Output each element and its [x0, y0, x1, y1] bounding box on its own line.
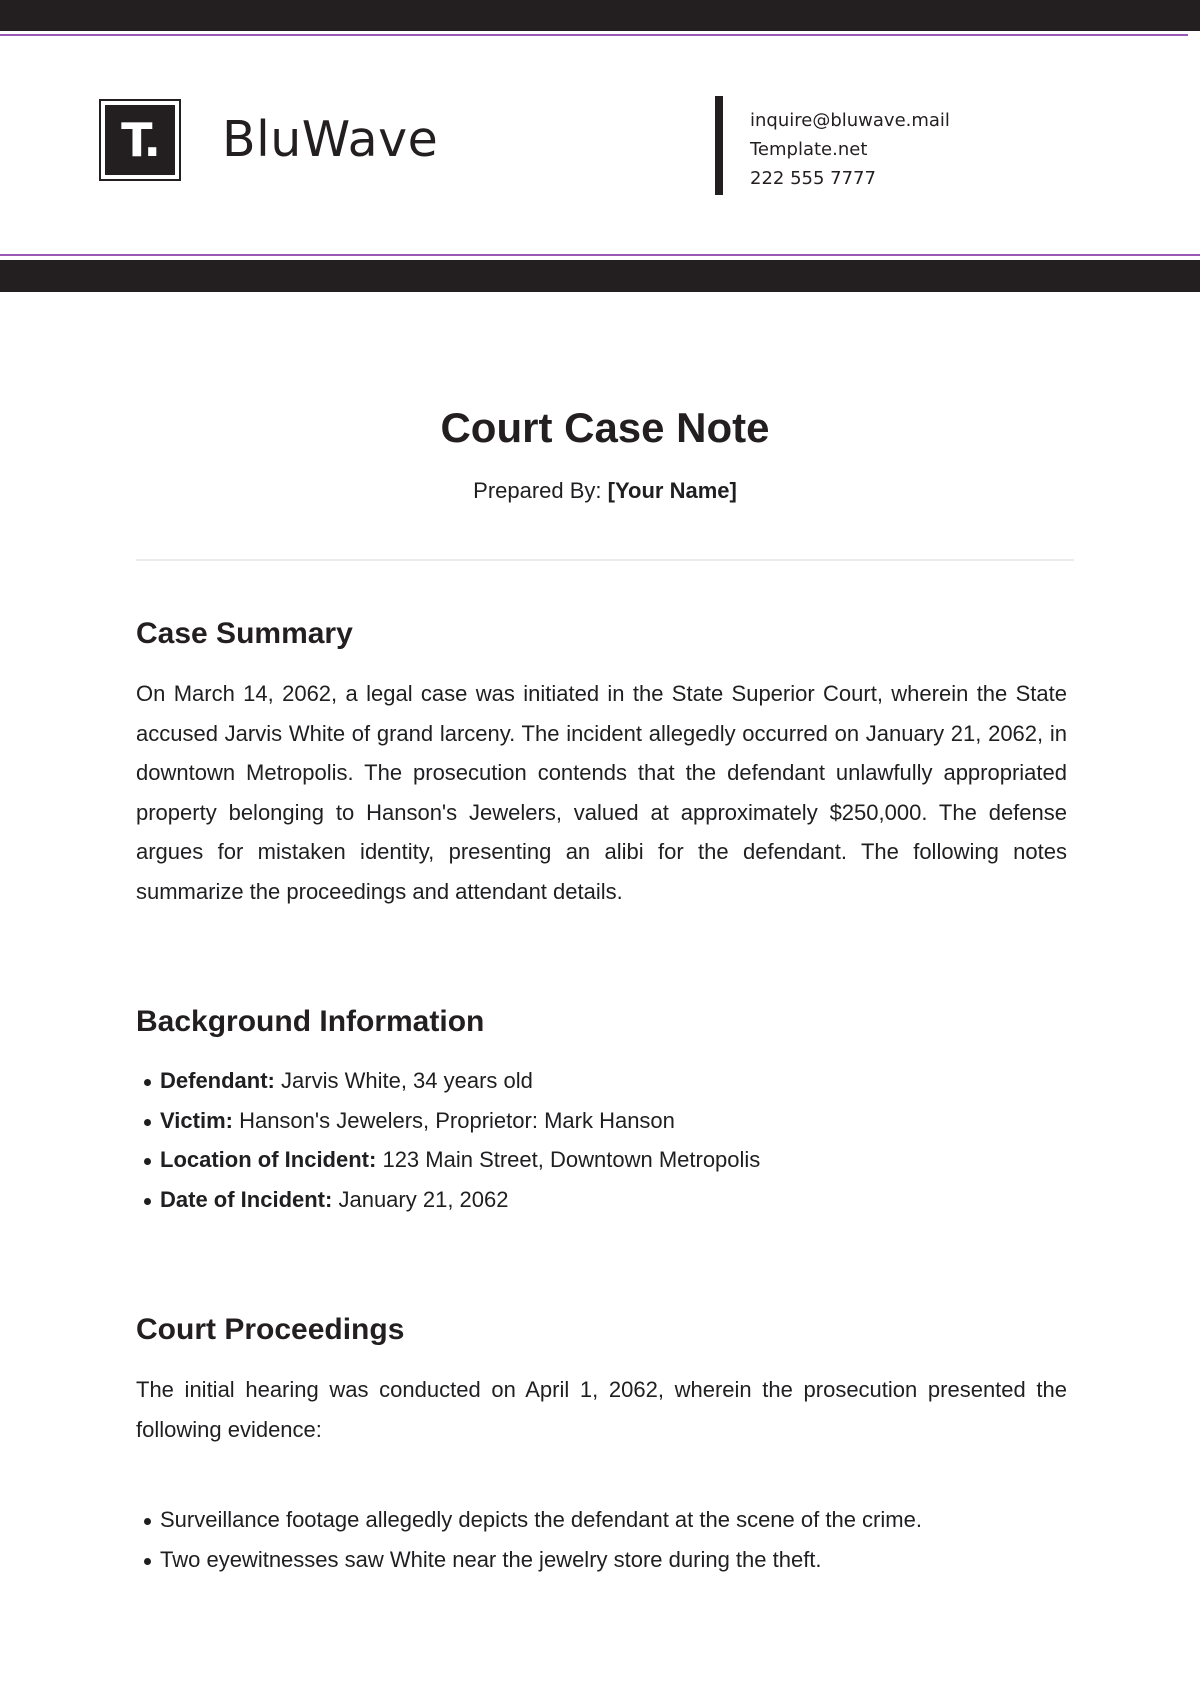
header-top-accent-line	[0, 34, 1188, 36]
prepared-by-label: Prepared By:	[473, 478, 602, 503]
contact-email[interactable]: inquire@bluwave.mail	[750, 110, 950, 131]
location-label: Location of Incident:	[160, 1147, 377, 1172]
victim-value: Hanson's Jewelers, Proprietor: Mark Hanson	[239, 1107, 675, 1133]
case-summary-heading: Case Summary	[136, 617, 353, 650]
prepared-by	[0, 476, 1200, 506]
list-item: Surveillance footage allegedly depicts the defendant at the scene of the crime.	[136, 1500, 922, 1540]
background-list	[136, 1061, 760, 1219]
header-bottom-bar	[0, 260, 1200, 292]
date-value: January 21, 2062	[338, 1186, 509, 1212]
contact-website[interactable]: Template.net	[750, 139, 868, 160]
evidence-list	[136, 1500, 922, 1579]
title-divider	[136, 559, 1074, 561]
list-item	[136, 1061, 760, 1101]
brand-name: BluWave	[222, 111, 439, 168]
defendant-value: Jarvis White, 34 years old	[281, 1068, 533, 1093]
proceedings-intro: The initial hearing was conducted on April 1, 2062, wherein the prosecution presented the following evidence:	[136, 1377, 1067, 1442]
proceedings-heading: Court Proceedings	[136, 1313, 405, 1346]
list-item	[136, 1101, 760, 1141]
contact-phone: 222 555 7777	[750, 168, 876, 189]
background-heading: Background Information	[136, 1005, 485, 1038]
prepared-by-value: [Your Name]	[607, 478, 737, 503]
list-item: Two eyewitnesses saw White near the jewelry store during the theft.	[136, 1540, 922, 1580]
case-summary-text: On March 14, 2062, a legal case was initiated in the State Superior Court, wherein the State accused Jarvis White of grand larceny. The incident allegedly occurred on January 21, 2062, in downtown Metropolis. The prosecution contends that the defendant unlawfully appropriated property belonging to Hanson's Jewelers, valued at approximately $250,000. The defense argues for mistaken identity, presenting an alibi for the defendant. The following notes summarize the proceedings and attendant details.	[136, 681, 1067, 904]
contact-block	[750, 106, 950, 193]
list-item	[136, 1180, 760, 1220]
brand-logo	[99, 99, 181, 181]
date-label: Date of Incident:	[160, 1186, 333, 1212]
brand-logo-letter: T.	[105, 105, 175, 175]
header-top-bar	[0, 0, 1200, 31]
victim-label: Victim:	[160, 1107, 233, 1133]
defendant-label: Defendant:	[160, 1068, 275, 1093]
page-title: Court Case Note	[440, 404, 770, 451]
contact-divider	[715, 96, 723, 195]
list-item	[136, 1140, 760, 1180]
header-bottom-accent-line	[0, 254, 1200, 256]
location-value: 123 Main Street, Downtown Metropolis	[382, 1147, 761, 1172]
